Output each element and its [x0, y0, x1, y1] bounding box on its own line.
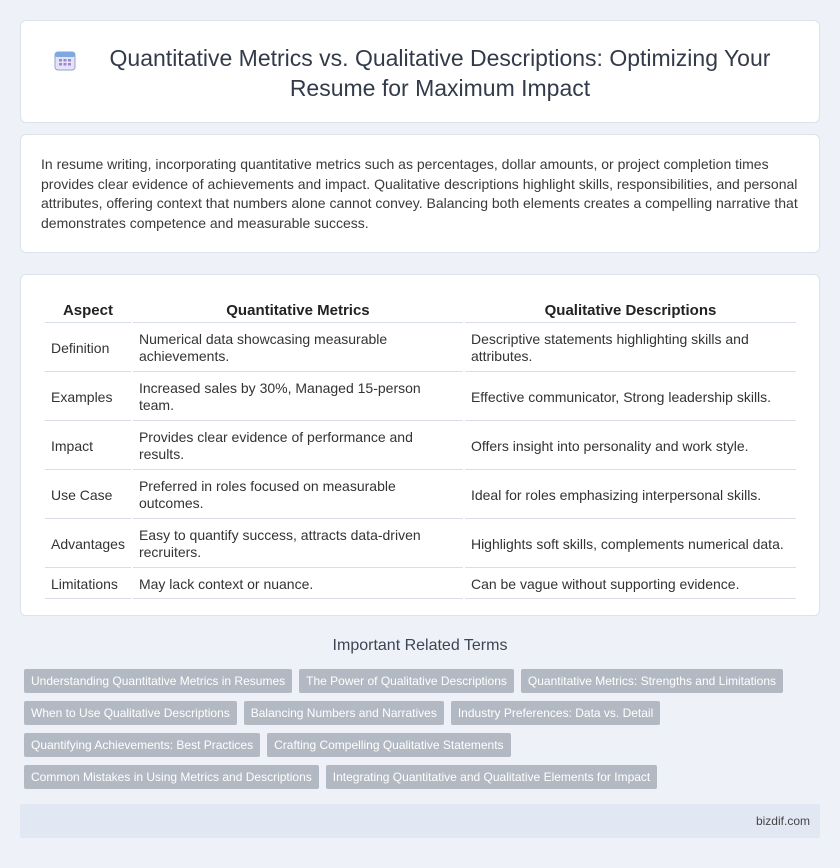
quantitative-cell: Numerical data showcasing measurable achievements. — [133, 325, 463, 372]
tag-row — [24, 733, 804, 757]
qualitative-cell: Highlights soft skills, complements numerical data. — [465, 521, 796, 568]
aspect-cell: Advantages — [45, 521, 131, 568]
related-term-tag[interactable]: Crafting Compelling Qualitative Statements — [267, 733, 510, 757]
table-row — [45, 472, 796, 519]
page-title: Quantitative Metrics vs. Qualitative Descriptions: Optimizing Your Resume for Maximum Impact — [109, 45, 771, 101]
tag-row — [24, 701, 804, 725]
related-terms-list — [24, 669, 804, 797]
comparison-table — [43, 296, 798, 601]
quantitative-cell: Provides clear evidence of performance and results. — [133, 423, 463, 470]
table-row — [45, 325, 796, 372]
related-terms-heading: Important Related Terms — [332, 637, 508, 654]
related-term-tag[interactable]: Common Mistakes in Using Metrics and Descriptions — [24, 765, 319, 789]
title-card — [20, 20, 820, 123]
related-term-tag[interactable]: Quantitative Metrics: Strengths and Limitations — [521, 669, 783, 693]
intro-paragraph: In resume writing, incorporating quantitative metrics such as percentages, dollar amounts, or project completion times provides clear evidence of achievements and impact. Qualitative descriptions highlight skills, responsibilities, and personal attributes, offering context that numbers alone cannot convey. Balancing both elements creates a compelling narrative that demonstrates competence and measurable success. — [41, 156, 798, 231]
quantitative-cell: Increased sales by 30%, Managed 15-person team. — [133, 374, 463, 421]
column-header-qualitative: Qualitative Descriptions — [465, 298, 796, 323]
column-header-quantitative: Quantitative Metrics — [133, 298, 463, 323]
footer — [20, 804, 820, 838]
qualitative-cell: Offers insight into personality and work style. — [465, 423, 796, 470]
aspect-cell: Impact — [45, 423, 131, 470]
intro-card — [20, 134, 820, 253]
qualitative-cell: Can be vague without supporting evidence. — [465, 570, 796, 599]
aspect-cell: Examples — [45, 374, 131, 421]
aspect-cell: Definition — [45, 325, 131, 372]
qualitative-cell: Descriptive statements highlighting skills and attributes. — [465, 325, 796, 372]
table-header-row — [45, 298, 796, 323]
related-term-tag[interactable]: Understanding Quantitative Metrics in Resumes — [24, 669, 292, 693]
column-header-aspect: Aspect — [45, 298, 131, 323]
quantitative-cell: Preferred in roles focused on measurable outcomes. — [133, 472, 463, 519]
table-row — [45, 423, 796, 470]
related-term-tag[interactable]: Quantifying Achievements: Best Practices — [24, 733, 260, 757]
related-term-tag[interactable]: Balancing Numbers and Narratives — [244, 701, 444, 725]
related-term-tag[interactable]: Integrating Quantitative and Qualitative Elements for Impact — [326, 765, 658, 789]
qualitative-cell: Ideal for roles emphasizing interpersonal skills. — [465, 472, 796, 519]
tag-row — [24, 765, 804, 789]
aspect-cell: Limitations — [45, 570, 131, 599]
aspect-cell: Use Case — [45, 472, 131, 519]
quantitative-cell: Easy to quantify success, attracts data-driven recruiters. — [133, 521, 463, 568]
related-term-tag[interactable]: When to Use Qualitative Descriptions — [24, 701, 237, 725]
qualitative-cell: Effective communicator, Strong leadership skills. — [465, 374, 796, 421]
related-term-tag[interactable]: The Power of Qualitative Descriptions — [299, 669, 514, 693]
table-row — [45, 570, 796, 599]
table-row — [45, 521, 796, 568]
quantitative-cell: May lack context or nuance. — [133, 570, 463, 599]
tag-row — [24, 669, 804, 693]
table-row — [45, 374, 796, 421]
related-term-tag[interactable]: Industry Preferences: Data vs. Detail — [451, 701, 660, 725]
site-link[interactable]: bizdif.com — [755, 814, 810, 828]
comparison-table-card — [20, 274, 820, 616]
